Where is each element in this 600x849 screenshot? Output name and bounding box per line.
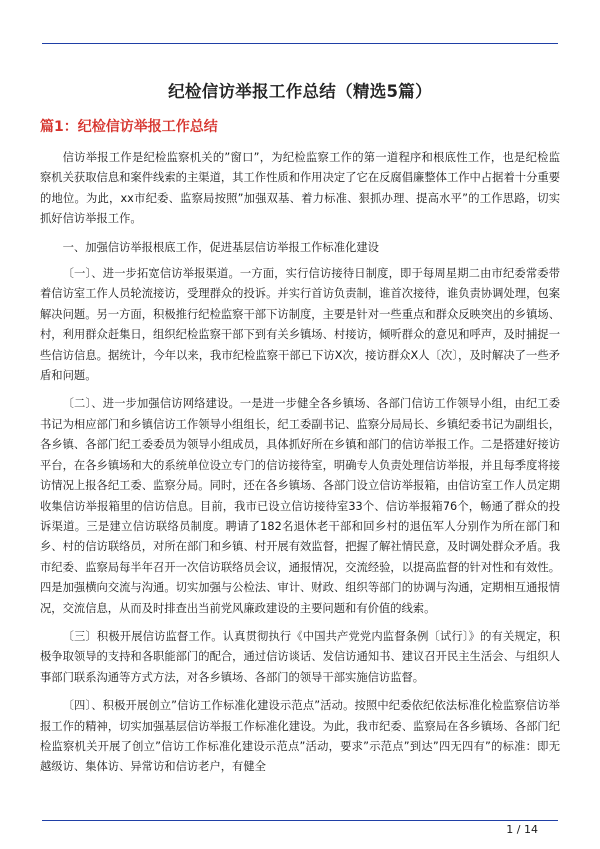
page-indicator: 1 / 14 — [506, 823, 538, 836]
header-rule — [42, 43, 558, 44]
document-body — [40, 148, 560, 786]
section-heading: 篇1：纪检信访举报工作总结 — [40, 119, 218, 135]
paragraph-item-2: 〔二〕、进一步加强信访网络建设。一是进一步健全各乡镇场、各部门信访工作领导小组，由纪工委书记为相应部门和乡镇信访工作领导小组组长，纪工委副书记、监察分局局长、乡镇纪委书记为副组长，各乡镇、各部门纪工委委员为领导小组成员，具体抓好所在乡镇和部门的信访举报工作。二是搭建好接访平台，在各乡镇场和大的系统单位设立专门的信访接待室，明确专人负责处理信访举报，并且每季度将接访情况上报各纪工委、监察分局。同时，还在各乡镇场、各部门设立信访举报箱，由信访室工作人员定期收集信访举报箱里的信访信息。目前，我市已设立信访接待室33个、信访举报箱76个，畅通了群众的投诉渠道。三是建立信访联络员制度。聘请了182名退休老干部和回乡村的退伍军人分别作为所在部门和乡、村的信访联络员，对所在部门和乡镇、村开展有效监督，把握了解社情民意，及时调处群众矛盾。我市纪委、监察局每半年召开一次信访联络员会议，通报情况，交流经验，以提高监督的针对性和有效性。四是加强横向交流与沟通。切实加强与公检法、审计、财政、组织等部门的协调与沟通，定期相互通报情况，交流信息，从而及时排查出当前党风廉政建设的主要问题和有价值的线索。 — [40, 397, 560, 615]
paragraph-subheading: 一、加强信访举报根底工作，促进基层信访举报工作标准化建设 — [62, 240, 379, 254]
paragraph-item-3: 〔三〕积极开展信访监督工作。认真贯彻执行《中国共产党党内监督条例〔试行〕》的有关规定，积极争取领导的支持和各职能部门的配合，通过信访谈话、发信访通知书、建议召开民主生活会、与组织人事部门联系沟通等方式方法，对各乡镇场、各部门的领导干部实施信访监督。 — [40, 629, 560, 684]
paragraph-intro: 信访举报工作是纪检监察机关的”窗口”，为纪检监察工作的第一道程序和根底性工作，也是纪检监察机关获取信息和案件线索的主渠道，其工作性质和作用决定了它在反腐倡廉整体工作中占据着十分重要的地位。为此，xx市纪委、监察局按照”加强双基、着力标准、狠抓办理、提高水平”的工作思路，切实抓好信访举报工作。 — [40, 151, 560, 226]
paragraph-item-1: 〔一〕、进一步拓宽信访举报渠道。一方面，实行信访接待日制度，即于每周星期二由市纪委常委带着信访室工作人员轮流接访，受理群众的投诉。并实行首访负责制，谁首次接待，谁负责协调处理，包案解决问题。另一方面，积极推行纪检监察干部下访制度，主要是针对一些重点和群众反映突出的乡镇场、村，利用群众赶集日，组织纪检监察干部下到有关乡镇场、村接访，倾听群众的意见和呼声，及时捕捉一些信访信息。据统计，今年以来，我市纪检监察干部已下访X次，接访群众X人〔次〕，及时解决了一些矛盾和问题。 — [40, 267, 560, 383]
paragraph-item-4: 〔四〕、积极开展创立”信访工作标准化建设示范点”活动。按照中纪委依纪依法标准化检监察信访举报工作的精神，切实加强基层信访举报工作标准化建设。为此，我市纪委、监察局在各乡镇场、各部门纪检监察机关开展了创立”信访工作标准化建设示范点”活动，要求”示范点”到达”四无四有”的标准：即无越级访、集体访、异常访和信访老户，有健全 — [40, 699, 560, 774]
footer-rule — [42, 820, 558, 821]
document-title: 纪检信访举报工作总结（精选5篇） — [168, 82, 432, 101]
